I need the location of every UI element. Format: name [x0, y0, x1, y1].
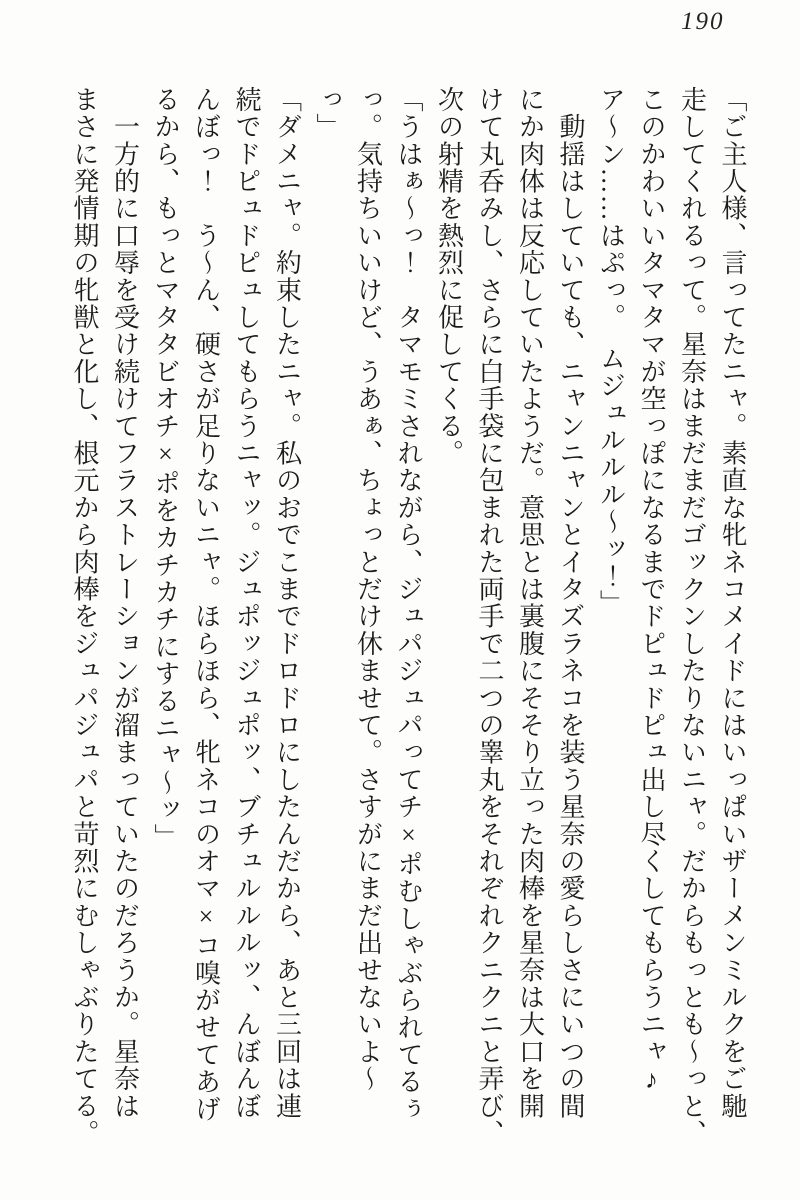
text-column: っ」: [313, 86, 342, 141]
text-column: けて丸呑みし、さらに白手袋に包まれた両手で二つの睾丸をそれぞれクニクニと弄び、: [475, 86, 504, 1147]
text-column: 「ダメニャ。約束したニャ。私のおでこまでドロドロにしたんだから、あと三回は連: [272, 86, 302, 1120]
text-column: ア〜ン……はぷっ。 ムジュルルル〜ッ！」: [596, 86, 626, 617]
text-block: [64, 86, 753, 1150]
text-column: このかわいいタマタマが空っぽになるまでドピュドピュ出し尽くしてもらうニャ♪: [637, 86, 666, 1096]
page-number: 190: [681, 8, 725, 35]
text-column: にか肉体は反応していたようだ。意思とは裏腹にそそり立った肉棒を星奈は大口を開: [515, 86, 545, 1120]
text-column: んぼっ！ う〜ん、硬さが足りないニャ。ほらほら、牝ネコのオマ×コ嗅がせてあげ: [191, 86, 221, 1123]
text-column: っ。気持ちいいけど、うあぁ、ちょっとだけ休ませて。さすがにまだ出せないよ〜: [353, 86, 383, 1093]
text-column: 続でドピュドピュしてもらうニャッ。ジュポッジュポッ、ブチュルルルッ、んぼんぼ: [232, 86, 261, 1120]
text-column: 走してくれるって。星奈はまだまだゴックンしたりないニャ。だからもっとも〜っと、: [677, 86, 707, 1147]
text-column: 一方的に口辱を受け続けてフラストレーションが溜まっていたのだろうか。星奈は: [110, 86, 140, 1120]
text-column: 「ご主人様、言ってたニャ。素直な牝ネコメイドにはいっぱいザーメンミルクをご馳: [718, 86, 747, 1120]
text-column: 「うはぁ〜っ！ タマモミされながら、ジュパジュパってチ×ポむしゃぶられてるぅ: [394, 86, 423, 1123]
text-column: るから、もっとマタタビオチ×ポをカチカチにするニャ〜ッ」: [151, 86, 180, 851]
text-column: まさに発情期の牝獣と化し、根元から肉棒をジュパジュパと苛烈にむしゃぶりたてる。: [70, 86, 99, 1147]
text-column: 動揺はしていても、ニャンニャンとイタズラネコを装う星奈の愛らしさにいつの間: [556, 86, 585, 1120]
text-column: 次の射精を熱烈に促してくる。: [434, 86, 464, 467]
